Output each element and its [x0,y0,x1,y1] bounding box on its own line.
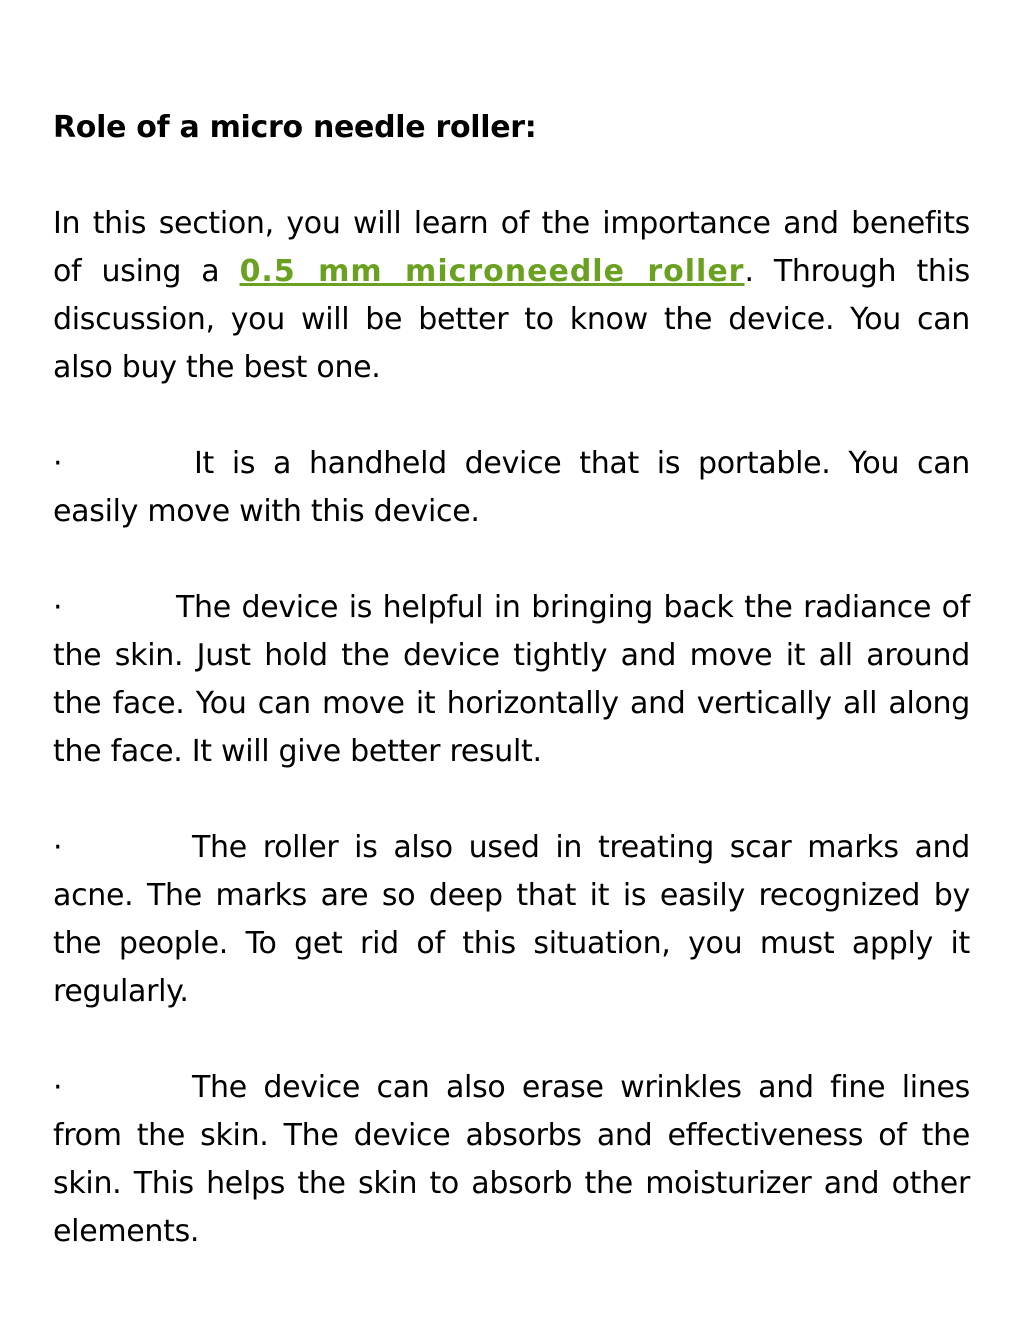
bullet-item-scars [53,824,970,1016]
bullet-item-portable [53,440,970,536]
bullet-marker: · [53,590,63,625]
bullet-marker: · [53,446,63,481]
bullet-text: It is a handheld device that is portable. You can easily move with this device. [53,446,970,529]
intro-paragraph [53,200,970,392]
bullet-marker: · [53,830,63,865]
bullet-item-wrinkles [53,1064,970,1256]
intro-text-after-link: . Through this discussion, you will be better to know the device. You can also buy the best one. [53,254,970,385]
bullet-marker: · [53,1070,63,1105]
microneedle-roller-link[interactable]: 0.5 mm microneedle roller [239,254,745,289]
intro-text-before-link: In this section, you will learn of the importance and benefits of using a [53,206,970,289]
document-page [53,104,970,1256]
bullet-text: The device is helpful in bringing back the radiance of the skin. Just hold the device tightly and move it all around the face. You can move it horizontally and vertically all along the face. It will give better result. [53,590,970,769]
section-heading: Role of a micro needle roller: [53,110,537,145]
bullet-text: The device can also erase wrinkles and fine lines from the skin. The device absorbs and effectiveness of the skin. This helps the skin to absorb the moisturizer and other elements. [53,1070,970,1249]
bullet-text: The roller is also used in treating scar marks and acne. The marks are so deep that it is easily recognized by the people. To get rid of this situation, you must apply it regularly. [53,830,970,1009]
bullet-item-radiance [53,584,970,776]
